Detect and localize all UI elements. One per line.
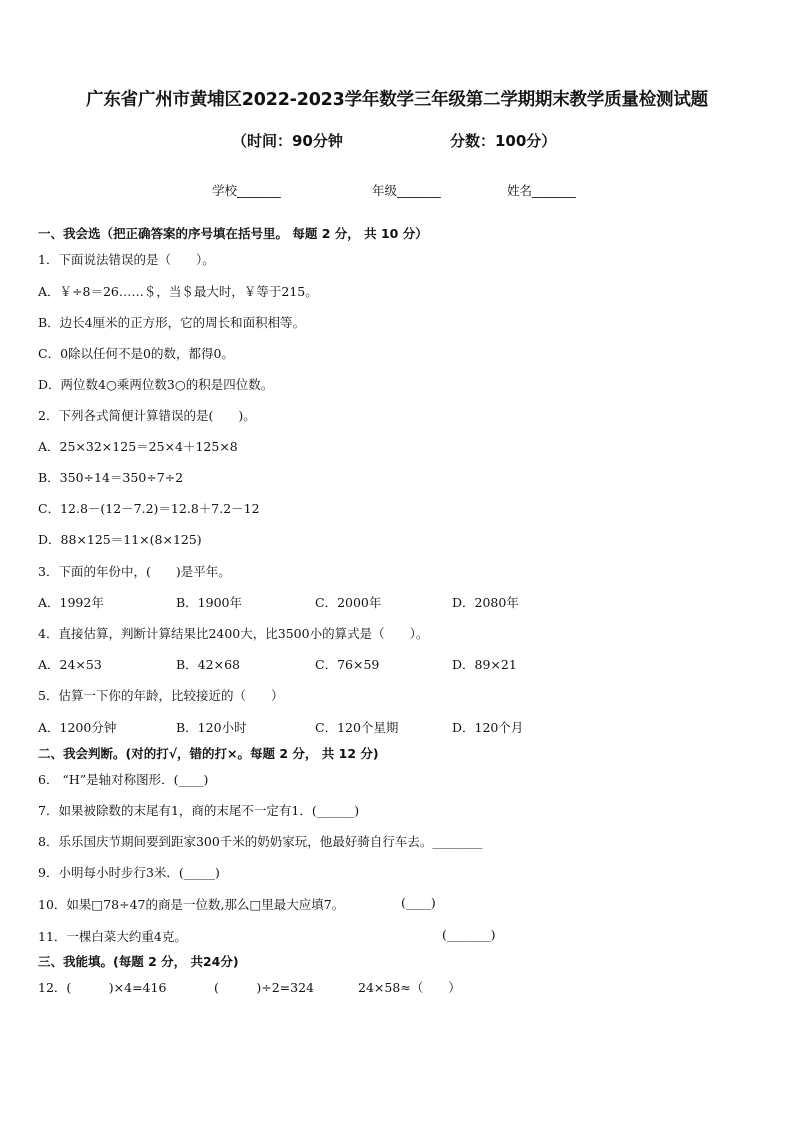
question-4-option-c: C．76×59 (315, 657, 380, 672)
question-3-option-c: C．2000年 (315, 595, 382, 610)
question-5-option-d: D．120个月 (452, 720, 524, 735)
question-9: 9．小明每小时步行3米．(_____) (38, 865, 220, 880)
exam-title: 广东省广州市黄埔区2022-2023学年数学三年级第二学期期末教学质量检测试题 (86, 90, 708, 110)
question-12-part-3: 24×58≈（ ） (358, 980, 461, 995)
question-12-part-2: ( )÷2=324 (214, 980, 315, 995)
school-field: 学校_______ (212, 183, 281, 198)
time-limit: （时间：90分钟 (232, 132, 343, 150)
question-4-option-b: B．42×68 (176, 657, 240, 672)
question-1: 1．下面说法错误的是（ ）。 (38, 252, 215, 267)
question-6: 6． “H”是轴对称图形．(____) (38, 772, 209, 787)
name-field: 姓名_______ (507, 183, 576, 198)
section-heading-choice: 一、我会选（把正确答案的序号填在括号里。 每题 2 分， 共 10 分） (38, 226, 428, 241)
question-2-option-a: A．25×32×125＝25×4＋125×8 (38, 439, 238, 454)
question-1-option-d: D．两位数4○乘两位数3○的积是四位数。 (38, 377, 274, 392)
question-4: 4．直接估算，判断计算结果比2400大，比3500小的算式是（ ）。 (38, 626, 429, 641)
question-8: 8．乐乐国庆节期间要到距家300千米的奶奶家玩，他最好骑自行车去。________ (38, 834, 483, 849)
question-2-option-d: D．88×125＝11×(8×125) (38, 532, 202, 547)
question-3-option-a: A．1992年 (38, 595, 104, 610)
question-3-option-b: B．1900年 (176, 595, 242, 610)
question-4-option-d: D．89×21 (452, 657, 517, 672)
section-heading-fill: 三、我能填。(每题 2 分， 共24分) (38, 954, 239, 969)
question-1-option-b: B．边长4厘米的正方形，它的周长和面积相等。 (38, 315, 306, 330)
question-7: 7．如果被除数的末尾有1，商的末尾不一定有1．(______) (38, 803, 360, 818)
section-heading-judge: 二、我会判断。(对的打√，错的打×。每题 2 分， 共 12 分) (38, 746, 379, 761)
question-5-option-c: C．120个星期 (315, 720, 399, 735)
question-3: 3．下面的年份中，( )是平年。 (38, 564, 231, 579)
question-4-option-a: A．24×53 (38, 657, 102, 672)
question-5-option-a: A．1200分钟 (38, 720, 117, 735)
question-10-answer-blank: (____) (401, 895, 436, 910)
total-score: 分数：100分） (450, 132, 557, 150)
question-10: 10．如果□78÷47的商是一位数,那么□里最大应填7。 (38, 897, 345, 912)
question-1-option-c: C．0除以任何不是0的数，都得0。 (38, 346, 234, 361)
question-11: 11．一棵白菜大约重4克。 (38, 929, 187, 944)
grade-field: 年级_______ (372, 183, 441, 198)
question-11-answer-blank: (_______) (442, 927, 496, 942)
question-2-option-c: C．12.8－(12－7.2)＝12.8＋7.2－12 (38, 501, 260, 516)
question-2: 2．下列各式简便计算错误的是( )。 (38, 408, 256, 423)
question-5: 5．估算一下你的年龄，比较接近的（ ） (38, 688, 284, 703)
question-5-option-b: B．120小时 (176, 720, 247, 735)
question-1-option-a: A．￥÷8＝26……＄，当＄最大时，￥等于215。 (38, 284, 318, 299)
question-3-option-d: D．2080年 (452, 595, 519, 610)
question-12-part-1: 12．( )×4=416 (38, 980, 167, 995)
question-2-option-b: B．350÷14＝350÷7÷2 (38, 470, 184, 485)
